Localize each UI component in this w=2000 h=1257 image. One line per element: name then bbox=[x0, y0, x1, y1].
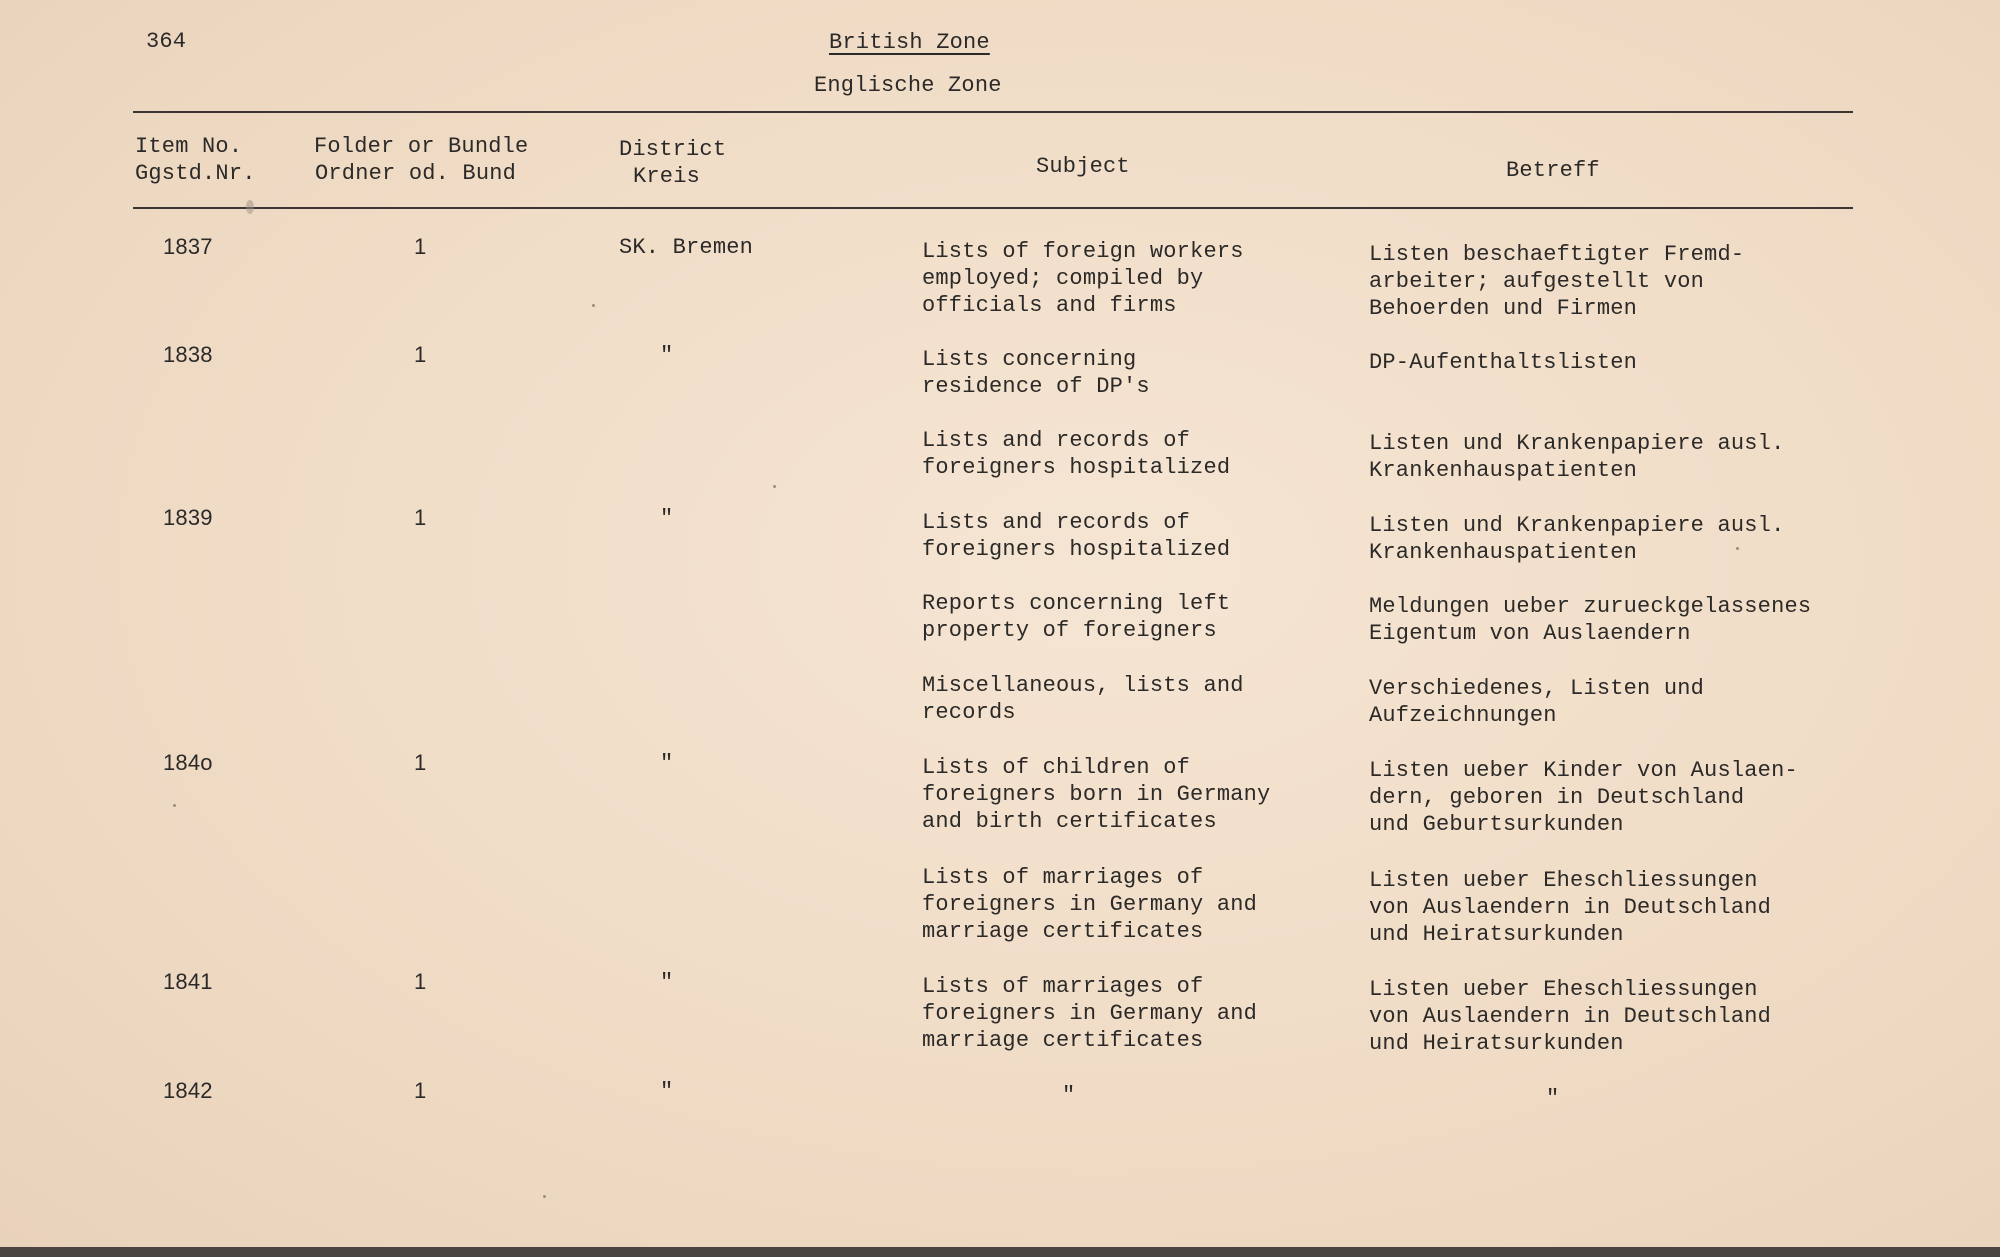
betreff-line: Listen ueber Eheschliessungen bbox=[1369, 977, 1758, 1002]
paper-speck bbox=[773, 485, 776, 488]
col-header-folder-en: Folder or Bundle bbox=[314, 134, 529, 159]
subject-line: foreigners in Germany and bbox=[922, 892, 1258, 917]
col-header-item-de: Ggstd.Nr. bbox=[135, 161, 256, 186]
betreff-line: Meldungen ueber zurueckgelassenes bbox=[1369, 594, 1812, 619]
district-value: " bbox=[660, 343, 674, 368]
betreff-line: Listen beschaeftigter Fremd- bbox=[1369, 242, 1745, 267]
col-header-district-de: Kreis bbox=[633, 164, 701, 189]
betreff-line: Verschiedenes, Listen und bbox=[1369, 676, 1705, 701]
folder-count: 1 bbox=[414, 1078, 427, 1103]
paper-speck bbox=[592, 304, 595, 307]
district-value: " bbox=[660, 970, 674, 995]
subject-line: officials and firms bbox=[922, 293, 1177, 318]
subject-line: Lists and records of bbox=[922, 428, 1191, 453]
betreff-line: Krankenhauspatienten bbox=[1369, 540, 1638, 565]
betreff-line: " bbox=[1546, 1086, 1560, 1111]
col-header-item-en: Item No. bbox=[135, 134, 243, 159]
betreff-line: DP-Aufenthaltslisten bbox=[1369, 350, 1638, 375]
paper-speck bbox=[1736, 547, 1739, 550]
col-header-folder-de: Ordner od. Bund bbox=[315, 161, 517, 186]
item-number: 184o bbox=[163, 750, 213, 775]
subject-line: foreigners born in Germany bbox=[922, 782, 1271, 807]
item-number: 1837 bbox=[163, 234, 213, 259]
betreff-line: Listen und Krankenpapiere ausl. bbox=[1369, 431, 1785, 456]
item-number: 1839 bbox=[163, 505, 213, 530]
folder-count: 1 bbox=[414, 234, 427, 259]
subject-line: and birth certificates bbox=[922, 809, 1217, 834]
item-number: 1841 bbox=[163, 969, 213, 994]
col-header-subject: Subject bbox=[1036, 154, 1130, 179]
paper-speck bbox=[173, 804, 176, 807]
folder-count: 1 bbox=[414, 969, 427, 994]
subject-line: Miscellaneous, lists and bbox=[922, 673, 1244, 698]
subject-line: Reports concerning left bbox=[922, 591, 1231, 616]
header-rule-bottom bbox=[133, 207, 1853, 209]
subject-line: Lists of marriages of bbox=[922, 865, 1204, 890]
col-header-district-en: District bbox=[619, 137, 727, 162]
folder-count: 1 bbox=[414, 505, 427, 530]
betreff-line: Eigentum von Auslaendern bbox=[1369, 621, 1691, 646]
subject-line: Lists and records of bbox=[922, 510, 1191, 535]
betreff-line: von Auslaendern in Deutschland bbox=[1369, 895, 1772, 920]
col-header-betreff: Betreff bbox=[1506, 158, 1600, 183]
subject-line: Lists concerning bbox=[922, 347, 1137, 372]
subject-line: employed; compiled by bbox=[922, 266, 1204, 291]
district-value: SK. Bremen bbox=[619, 235, 754, 260]
betreff-line: Listen ueber Eheschliessungen bbox=[1369, 868, 1758, 893]
paper-speck bbox=[543, 1195, 546, 1198]
header-rule-top bbox=[133, 111, 1853, 113]
subject-line: marriage certificates bbox=[922, 919, 1204, 944]
page-number: 364 bbox=[146, 29, 187, 54]
subject-line: marriage certificates bbox=[922, 1028, 1204, 1053]
betreff-line: dern, geboren in Deutschland bbox=[1369, 785, 1745, 810]
betreff-line: und Heiratsurkunden bbox=[1369, 922, 1624, 947]
paper-speck bbox=[246, 200, 254, 214]
district-value: " bbox=[660, 751, 674, 776]
betreff-line: Listen ueber Kinder von Auslaen- bbox=[1369, 758, 1798, 783]
subject-line: Lists of foreign workers bbox=[922, 239, 1244, 264]
subject-line: " bbox=[1062, 1083, 1076, 1108]
betreff-line: Listen und Krankenpapiere ausl. bbox=[1369, 513, 1785, 538]
district-value: " bbox=[660, 1079, 674, 1104]
subject-line: foreigners in Germany and bbox=[922, 1001, 1258, 1026]
subject-line: foreigners hospitalized bbox=[922, 455, 1231, 480]
betreff-line: von Auslaendern in Deutschland bbox=[1369, 1004, 1772, 1029]
district-value: " bbox=[660, 506, 674, 531]
betreff-line: Krankenhauspatienten bbox=[1369, 458, 1638, 483]
page-title: British Zone bbox=[829, 30, 990, 55]
betreff-line: arbeiter; aufgestellt von bbox=[1369, 269, 1705, 294]
betreff-line: und Heiratsurkunden bbox=[1369, 1031, 1624, 1056]
betreff-line: Behoerden und Firmen bbox=[1369, 296, 1638, 321]
subject-line: Lists of marriages of bbox=[922, 974, 1204, 999]
item-number: 1838 bbox=[163, 342, 213, 367]
subject-line: foreigners hospitalized bbox=[922, 537, 1231, 562]
betreff-line: und Geburtsurkunden bbox=[1369, 812, 1624, 837]
betreff-line: Aufzeichnungen bbox=[1369, 703, 1557, 728]
item-number: 1842 bbox=[163, 1078, 213, 1103]
folder-count: 1 bbox=[414, 750, 427, 775]
subject-line: Lists of children of bbox=[922, 755, 1191, 780]
subject-line: property of foreigners bbox=[922, 618, 1217, 643]
subject-line: records bbox=[922, 700, 1016, 725]
page-subtitle: Englische Zone bbox=[814, 73, 1002, 98]
subject-line: residence of DP's bbox=[922, 374, 1150, 399]
folder-count: 1 bbox=[414, 342, 427, 367]
